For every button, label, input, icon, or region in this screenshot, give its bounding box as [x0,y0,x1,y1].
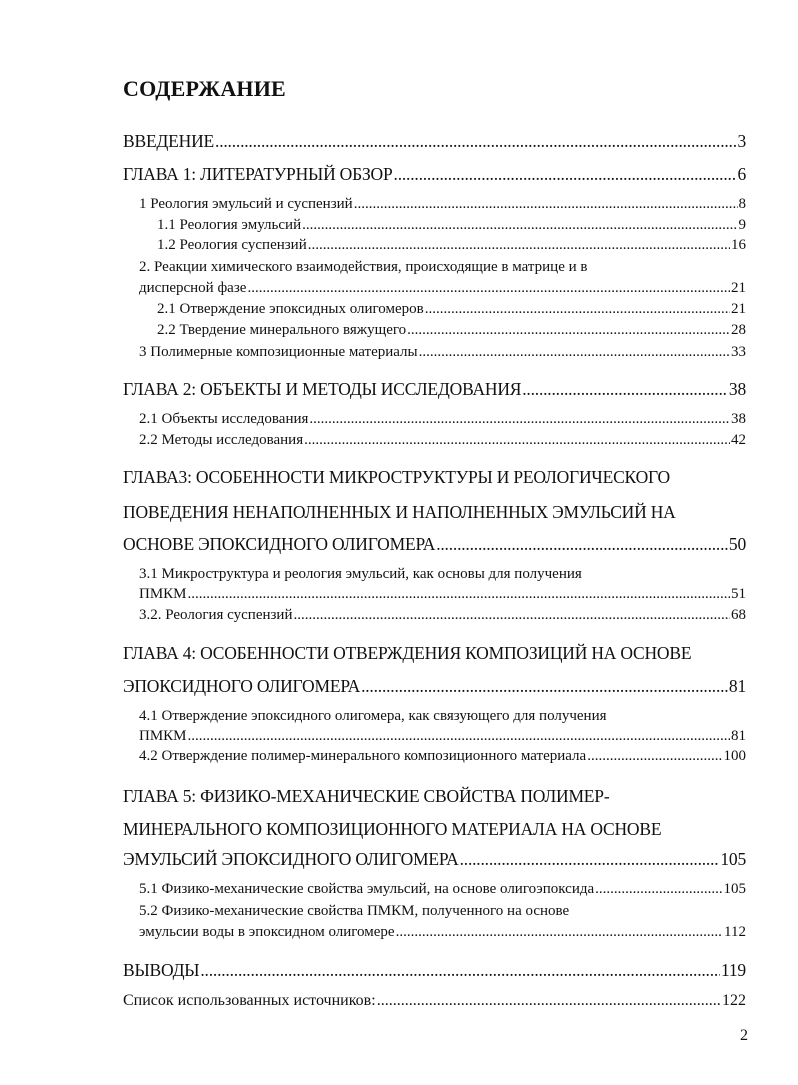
toc-page: 51 [731,586,746,602]
toc-leader [302,217,737,234]
toc-entry-introduction[interactable] [123,131,746,152]
toc-entry-section-2-2[interactable] [157,322,746,339]
toc-entry-text: ГЛАВА 1: ЛИТЕРАТУРНЫЙ ОБЗОР [123,164,393,184]
toc-entry-text: 2.2 Твердение минерального вяжущего [157,322,407,338]
toc-leader [293,607,730,624]
toc-page: 9 [738,217,746,233]
toc-page: 68 [731,607,746,623]
toc-leader [425,301,730,318]
toc-entry-text: эмульсии воды в эпоксидном олигомере [139,924,395,940]
toc-entry-text: 2.1 Отверждение эпоксидных олигомеров [157,301,424,317]
toc-page: 38 [731,411,746,427]
toc-page: 3 [737,131,746,151]
toc-leader [215,131,736,152]
toc-page: 105 [720,849,746,869]
toc-entry-section-3-1[interactable] [139,586,746,603]
toc-entry-section-3[interactable] [139,344,746,361]
toc-entry-chapter-1[interactable] [123,164,746,185]
toc-leader [396,924,723,941]
toc-entry-text: ЭПОКСИДНОГО ОЛИГОМЕРА [123,676,361,696]
toc-leader [407,322,730,339]
toc-entry-section-4-2[interactable] [139,748,746,765]
toc-leader [436,534,728,555]
toc-entry-text: 1 Реология эмульсий и суспензий [139,196,353,212]
toc-leader [247,280,730,297]
toc-entry-text: 3 Полимерные композиционные материалы [139,344,418,360]
toc-page: 8 [738,196,746,212]
toc-entry-text: 4.2 Отверждение полимер-минерального композиционного материала [139,748,587,764]
toc-leader [587,748,722,765]
toc-entry-section-5-2-line-1: 5.2 Физико-механические свойства ПМКМ, полученного на основе [139,903,570,919]
toc-entry-text: 5.1 Физико-механические свойства эмульсий, на основе олигоэпоксида [139,881,595,897]
toc-leader [460,849,720,870]
toc-page: 33 [731,344,746,360]
toc-page: 38 [728,379,746,399]
toc-entry-text: 2.2 Методы исследования [139,432,304,448]
toc-entry-text: 2.1 Объекты исследования [139,411,309,427]
toc-entry-section-2-1-objects[interactable] [139,411,746,428]
toc-entry-references[interactable] [123,992,746,1010]
toc-entry-chapter-3[interactable] [123,534,746,555]
toc-leader [188,728,730,745]
toc-entry-section-2-2-methods[interactable] [139,432,746,449]
toc-entry-text: ВВЕДЕНИЕ [123,131,215,151]
toc-leader [309,411,730,428]
toc-entry-text: Список использованных источников: [123,992,376,1009]
toc-leader [419,344,730,361]
toc-entry-section-1[interactable] [139,196,746,213]
toc-leader [188,586,730,603]
toc-page: 81 [731,728,746,744]
toc-page: 119 [720,960,746,980]
toc-entry-section-5-1[interactable] [139,881,746,898]
toc-leader [304,432,730,449]
toc-leader [394,164,737,185]
toc-page: 28 [731,322,746,338]
toc-entry-text: ВЫВОДЫ [123,960,200,980]
toc-entry-chapter-3-line-1: ГЛАВА3: ОСОБЕННОСТИ МИКРОСТРУКТУРЫ И РЕОЛОГИЧЕСКОГО [123,467,670,487]
toc-entry-chapter-3-line-2: ПОВЕДЕНИЯ НЕНАПОЛНЕННЫХ И НАПОЛНЕННЫХ ЭМУЛЬСИЙ НА [123,502,676,522]
toc-page: 100 [723,748,746,764]
toc-entry-text: ПМКМ [139,728,187,744]
toc-entry-section-1-1[interactable] [157,217,746,234]
toc-entry-section-5-2[interactable] [139,924,746,941]
page-number: 2 [740,1027,748,1044]
toc-entry-section-4-1-line-1: 4.1 Отверждение эпоксидного олигомера, как связующего для получения [139,708,607,724]
toc-page: 112 [724,924,746,940]
toc-leader [308,237,730,254]
toc-entry-text: 1.2 Реология суспензий [157,237,307,253]
toc-leader [354,196,738,213]
toc-entry-text: 1.1 Реология эмульсий [157,217,302,233]
toc-entry-section-3-2[interactable] [139,607,746,624]
toc-entry-text: ЭМУЛЬСИЙ ЭПОКСИДНОГО ОЛИГОМЕРА [123,849,459,869]
toc-entry-text: ПМКМ [139,586,187,602]
page-title: СОДЕРЖАНИЕ [123,76,286,101]
toc-entry-section-3-1-line-1: 3.1 Микроструктура и реология эмульсий, как основы для получения [139,566,582,582]
toc-entry-chapter-5-line-1: ГЛАВА 5: ФИЗИКО-МЕХАНИЧЕСКИЕ СВОЙСТВА ПОЛИМЕР- [123,786,610,806]
toc-page: 21 [731,301,746,317]
toc-entry-chapter-5-line-2: МИНЕРАЛЬНОГО КОМПОЗИЦИОННОГО МАТЕРИАЛА НА ОСНОВЕ [123,819,662,839]
toc-leader [522,379,728,400]
toc-page: 6 [737,164,746,184]
toc-entry-section-2-line-1: 2. Реакции химического взаимодействия, происходящие в матрице и в [139,259,588,275]
toc-entry-conclusions[interactable] [123,960,746,981]
toc-leader [377,992,721,1010]
toc-page: 21 [731,280,746,296]
toc-leader [595,881,722,898]
toc-entry-chapter-5[interactable] [123,849,746,870]
toc-entry-section-2[interactable] [139,280,746,297]
toc-page: 50 [728,534,746,554]
toc-entry-text: 3.2. Реология суспензий [139,607,293,623]
toc-entry-section-2-1[interactable] [157,301,746,318]
toc-page: 81 [728,676,746,696]
toc-entry-chapter-4-line-1: ГЛАВА 4: ОСОБЕННОСТИ ОТВЕРЖДЕНИЯ КОМПОЗИЦИЙ НА ОСНОВЕ [123,643,692,663]
toc-entry-chapter-4[interactable] [123,676,746,697]
toc-entry-section-4-1[interactable] [139,728,746,745]
toc-entry-section-1-2[interactable] [157,237,746,254]
toc-page: 16 [731,237,746,253]
toc-page: 122 [722,992,746,1009]
toc-entry-text: ГЛАВА 2: ОБЪЕКТЫ И МЕТОДЫ ИССЛЕДОВАНИЯ [123,379,522,399]
toc-leader [200,960,720,981]
toc-page: 42 [731,432,746,448]
toc-page: 105 [723,881,746,897]
toc-leader [361,676,728,697]
toc-entry-text: ОСНОВЕ ЭПОКСИДНОГО ОЛИГОМЕРА [123,534,436,554]
toc-entry-chapter-2[interactable] [123,379,746,400]
toc-entry-text: дисперсной фазе [139,280,247,296]
